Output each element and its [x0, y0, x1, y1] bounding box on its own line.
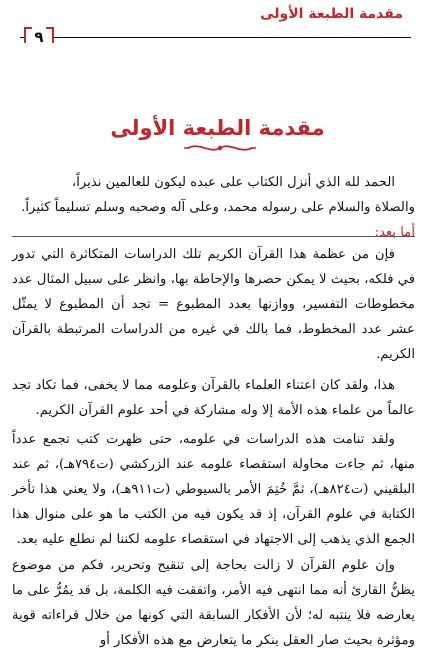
page-title: مقدمة الطبعة الأولى — [110, 116, 325, 140]
running-title: مقدمة الطبعة الأولى — [256, 6, 407, 22]
header-rule — [20, 37, 411, 38]
section-divider — [12, 236, 415, 237]
badge-right-bracket-icon — [46, 27, 54, 43]
running-header — [0, 0, 435, 48]
opening-block — [12, 170, 415, 245]
page-number: ٩ — [34, 28, 44, 46]
opening-line-1: الحمد لله الذي أنزل الكتاب على عبده ليكون للعالمين نذيراً، — [72, 175, 395, 190]
page-number-badge — [24, 25, 54, 49]
paragraph-4: وإن علوم القرآن لا زالت بحاجة إلى تنقيح وتحرير، فكم من موضوع يظنُّ القارئ أنه مما انتهى فيه الأمر، واتفقت فيه الكلمة، بل قد يمُرُّ على ما يعارضه فلا ينتبه له؛ لأن الأفكار السابقة التي كونها من خلال قراءاته قوية ومؤثرة بحيث صار العقل ينكر ما يتعارض مع هذه الأفكار أو — [12, 558, 415, 648]
amma-baad-heading: أما بعد: — [374, 225, 415, 240]
paragraph-1: فإن من عظمة هذا القرآن الكريم تلك الدراسات المتكاثرة التي تدور في فلكه، بحيث لا يمكن حصرها والإحاطة بها، وانظر على سبيل المثال عدد مخطوطات التفسير، ووازنها بعدد المطبوع = تجد أن المطبوع لا يمثّل عشر عدد المخطوط، فما بالك في غيره من الدراسات المرتبطة بالقرآن الكريم. — [12, 247, 415, 362]
opening-line-2: والصلاة والسلام على رسوله محمد، وعلى آله وصحبه وسلم تسليماً كثيراً. — [21, 200, 415, 215]
paragraph-2: هذا، ولقد كان اعتناء العلماء بالقرآن وعلومه مما لا يخفى، فما تكاد تجد عالماً من علماء هذه الأمة إلا وله مشاركة في أحد علوم القرآن الكريم. — [12, 378, 415, 418]
badge-left-bracket-icon — [24, 27, 32, 43]
title-ornament-icon — [180, 140, 260, 156]
paragraph-3: ولقد تنامت هذه الدراسات في علومه، حتى ظهرت كتب تجمع عدداً منها، ثم جاءت محاولة استقصاء علومه عند الزركشي (ت٧٩٤هـ)، ثم عند البلقيني (ت٨٢٤هـ)، ثمَّ خُتِمَ الأمر بالسيوطي (ت٩١١هـ)، ولا يعني هذا تأخر الكتابة في علوم القرآن، إذ قد يكون فيه من الكتب ما هو على منوال هذا الجمع الذي يذهب إلى الاجتهاد في استقصاء علومه لكننا لم نطلع عليه بعد. — [12, 432, 415, 547]
